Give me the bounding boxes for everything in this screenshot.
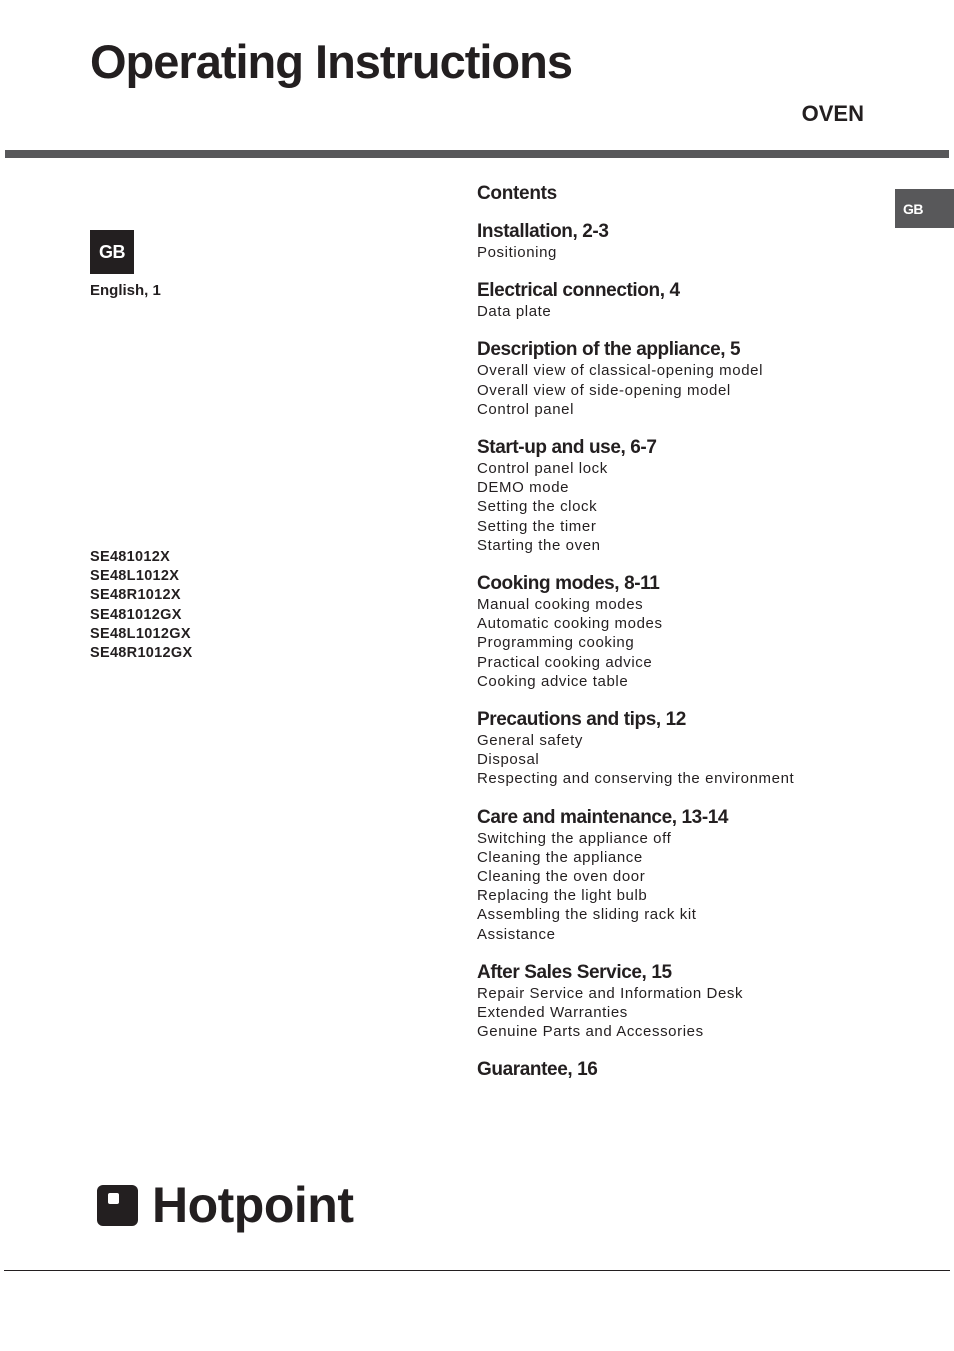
model-number: SE48L1012GX — [90, 625, 191, 642]
section-item: Positioning — [477, 244, 557, 261]
section-item: Assembling the sliding rack kit — [477, 906, 697, 924]
hotpoint-logo-icon — [97, 1185, 138, 1226]
footer-divider — [4, 1270, 950, 1271]
contents-section — [477, 807, 897, 944]
language-side-tab: GB — [895, 189, 954, 228]
section-item: Respecting and conserving the environment — [477, 770, 795, 788]
brand-logo — [97, 1177, 354, 1233]
section-item: Overall view of side-opening model — [477, 381, 731, 399]
section-title: After Sales Service, 15 — [477, 961, 672, 983]
section-item: Setting the timer — [477, 517, 597, 535]
language-badge: GB — [90, 230, 134, 274]
section-item: Data plate — [477, 303, 552, 321]
section-item: Cooking advice table — [477, 672, 629, 690]
language-label: English, 1 — [90, 282, 161, 299]
contents-section — [477, 709, 897, 789]
section-item: Repair Service and Information Desk — [477, 984, 744, 1002]
page-title: Operating Instructions — [90, 35, 572, 88]
section-item: Genuine Parts and Accessories — [477, 1023, 704, 1041]
section-item: Control panel — [477, 400, 575, 418]
contents-section — [477, 437, 897, 555]
section-title: Electrical connection, 4 — [477, 280, 680, 302]
contents-sections — [477, 221, 897, 1081]
section-item: Starting the oven — [477, 536, 601, 554]
section-title: Description of the appliance, 5 — [477, 339, 741, 361]
section-item: Cleaning the oven door — [477, 868, 646, 886]
section-item: Programming cooking — [477, 634, 635, 652]
section-title: Care and maintenance, 13-14 — [477, 806, 729, 828]
section-item: Control panel lock — [477, 460, 608, 478]
section-item: Automatic cooking modes — [477, 615, 663, 633]
table-of-contents — [477, 183, 897, 1099]
brand-name: Hotpoint — [152, 1177, 354, 1233]
model-number: SE481012GX — [90, 606, 182, 623]
section-item: Assistance — [477, 925, 556, 943]
section-title: Guarantee, 16 — [477, 1059, 598, 1081]
contents-section — [477, 1059, 897, 1081]
section-item: Practical cooking advice — [477, 653, 653, 671]
section-item: Overall view of classical-opening model — [477, 362, 764, 380]
model-list — [90, 548, 192, 663]
section-item: General safety — [477, 732, 583, 750]
contents-section — [477, 962, 897, 1042]
section-item: Extended Warranties — [477, 1004, 628, 1022]
model-number: SE48R1012X — [90, 587, 181, 604]
contents-heading: Contents — [477, 183, 557, 204]
model-number: SE481012X — [90, 549, 171, 565]
section-item: Switching the appliance off — [477, 829, 672, 847]
section-item: Setting the clock — [477, 498, 598, 516]
contents-section — [477, 221, 897, 262]
section-title: Installation, 2-3 — [477, 221, 609, 242]
section-title: Cooking modes, 8-11 — [477, 573, 660, 595]
model-number: SE48R1012GX — [90, 645, 193, 662]
contents-section — [477, 280, 897, 321]
header-divider — [5, 150, 949, 158]
section-item: Disposal — [477, 751, 540, 769]
model-number: SE48L1012X — [90, 568, 180, 585]
section-item: Cleaning the appliance — [477, 848, 643, 866]
section-title: Precautions and tips, 12 — [477, 709, 686, 731]
contents-section — [477, 573, 897, 691]
section-item: Replacing the light bulb — [477, 887, 648, 905]
section-item: Manual cooking modes — [477, 596, 644, 614]
section-item: DEMO mode — [477, 479, 570, 497]
contents-section — [477, 339, 897, 419]
product-type: OVEN — [801, 101, 864, 126]
section-title: Start-up and use, 6-7 — [477, 437, 657, 459]
